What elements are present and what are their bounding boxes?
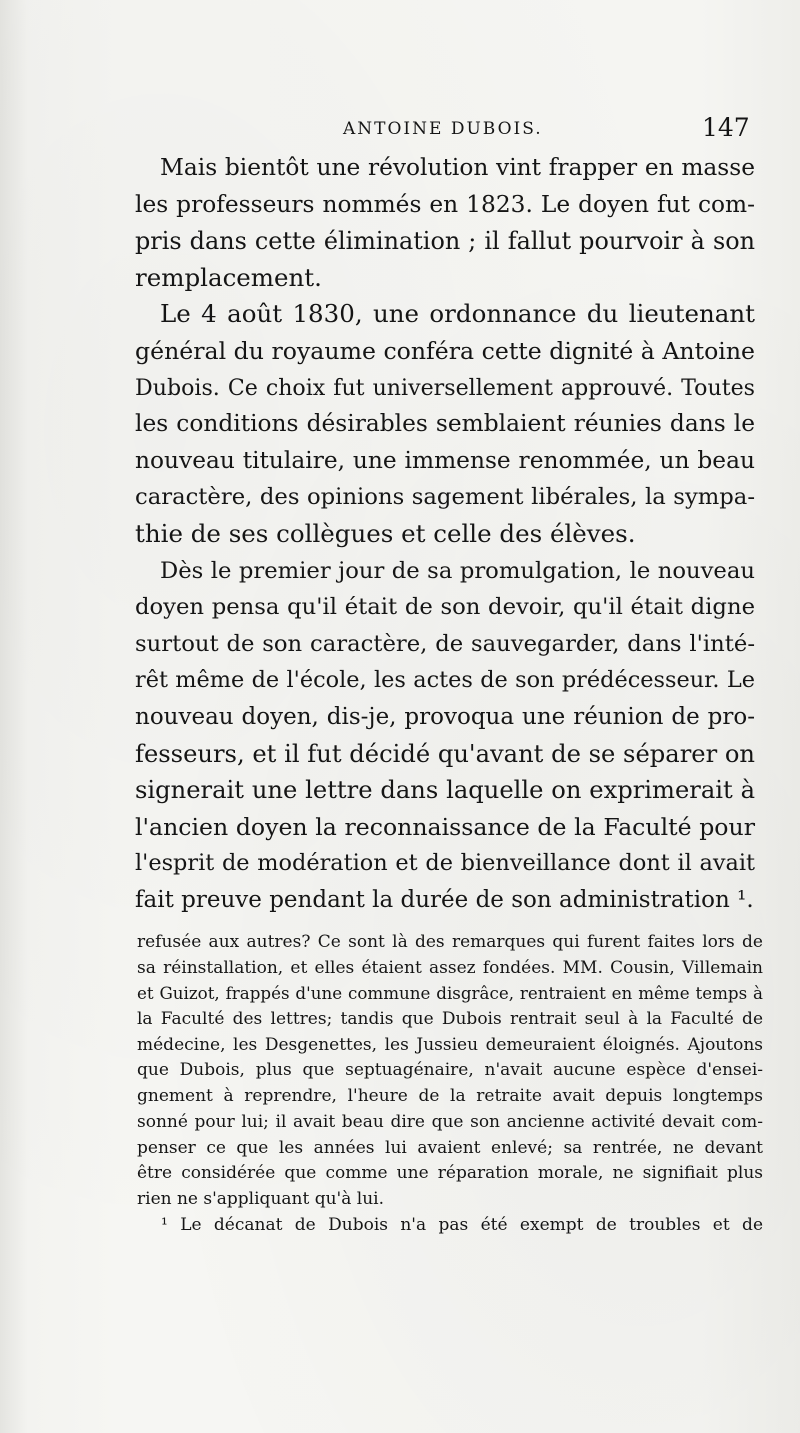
text-line: pris dans cette élimination ; il fallut pourvoir à son: [135, 227, 755, 256]
footnotes: [137, 930, 763, 1238]
text-line: caractère, des opinions sagement libérales, la sympa-: [135, 484, 755, 511]
footnote-line: que Dubois, plus que septuagénaire, n'avait aucune espèce d'ensei-: [137, 1060, 763, 1081]
footnote-line: refusée aux autres? Ce sont là des remarques qui furent faites lors de: [137, 932, 763, 952]
footnote-line: sonné pour lui; il avait beau dire que son ancienne activité devait com-: [137, 1111, 763, 1132]
footnote-line: et Guizot, frappés d'une commune disgrâce, rentraient en même temps à: [137, 983, 763, 1004]
running-header: [0, 113, 800, 143]
text-line: thie de ses collègues et celle des élèves.: [135, 518, 636, 548]
text-line: Dubois. Ce choix fut universellement approuvé. Toutes: [135, 374, 755, 401]
footnote-line: sa réinstallation, et elles étaient assez fondées. MM. Cousin, Villemain: [137, 957, 763, 978]
text-line: Mais bientôt une révolution vint frapper en masse: [160, 154, 755, 181]
text-line: général du royaume conféra cette dignité à Antoine: [135, 336, 755, 365]
text-line: Dès le premier jour de sa promulgation, le nouveau: [160, 557, 755, 584]
text-line: nouveau doyen, dis-je, provoqua une réunion de pro-: [135, 703, 755, 730]
text-line: l'ancien doyen la reconnaissance de la Faculté pour: [135, 812, 755, 841]
page-number: 147: [702, 113, 750, 142]
text-line: fesseurs, et il fut décidé qu'avant de se séparer on: [135, 739, 755, 768]
text-line: Le 4 août 1830, une ordonnance du lieutenant: [160, 299, 755, 329]
footnote-line: la Faculté des lettres; tandis que Dubois rentrait seul à la Faculté de: [137, 1009, 763, 1030]
text-line: doyen pensa qu'il était de son devoir, qu'il était digne: [135, 594, 755, 621]
text-line: signerait une lettre dans laquelle on exprimerait à: [135, 776, 755, 805]
text-line: fait preuve pendant la durée de son administration ¹.: [135, 886, 754, 913]
footnote-line: médecine, les Desgenettes, les Jussieu demeuraient éloignés. Ajoutons: [137, 1034, 763, 1055]
main-text: [135, 150, 755, 918]
text-line: rêt même de l'école, les actes de son prédécesseur. Le: [135, 667, 755, 694]
text-line: remplacement.: [135, 262, 322, 292]
footnote-line: ¹ Le décanat de Dubois n'a pas été exempt de troubles et de: [161, 1214, 763, 1235]
footnote-line: être considérée que comme une réparation morale, ne signifiait plus: [137, 1163, 763, 1184]
text-line: nouveau titulaire, une immense renommée, un beau: [135, 446, 755, 474]
footnote-line: rien ne s'appliquant qu'à lui.: [137, 1188, 384, 1209]
text-line: les professeurs nommés en 1823. Le doyen fut com-: [135, 190, 755, 218]
footnote-line: penser ce que les années lui avaient enlevé; sa rentrée, ne devant: [137, 1137, 763, 1158]
text-line: les conditions désirables semblaient réunies dans le: [135, 410, 755, 438]
text-line: l'esprit de modération et de bienveillance dont il avait: [135, 850, 755, 877]
text-line: surtout de son caractère, de sauvegarder, dans l'inté-: [135, 630, 755, 657]
running-title: ANTOINE DUBOIS.: [343, 119, 543, 139]
footnote-line: gnement à reprendre, l'heure de la retraite avait depuis longtemps: [137, 1086, 763, 1107]
